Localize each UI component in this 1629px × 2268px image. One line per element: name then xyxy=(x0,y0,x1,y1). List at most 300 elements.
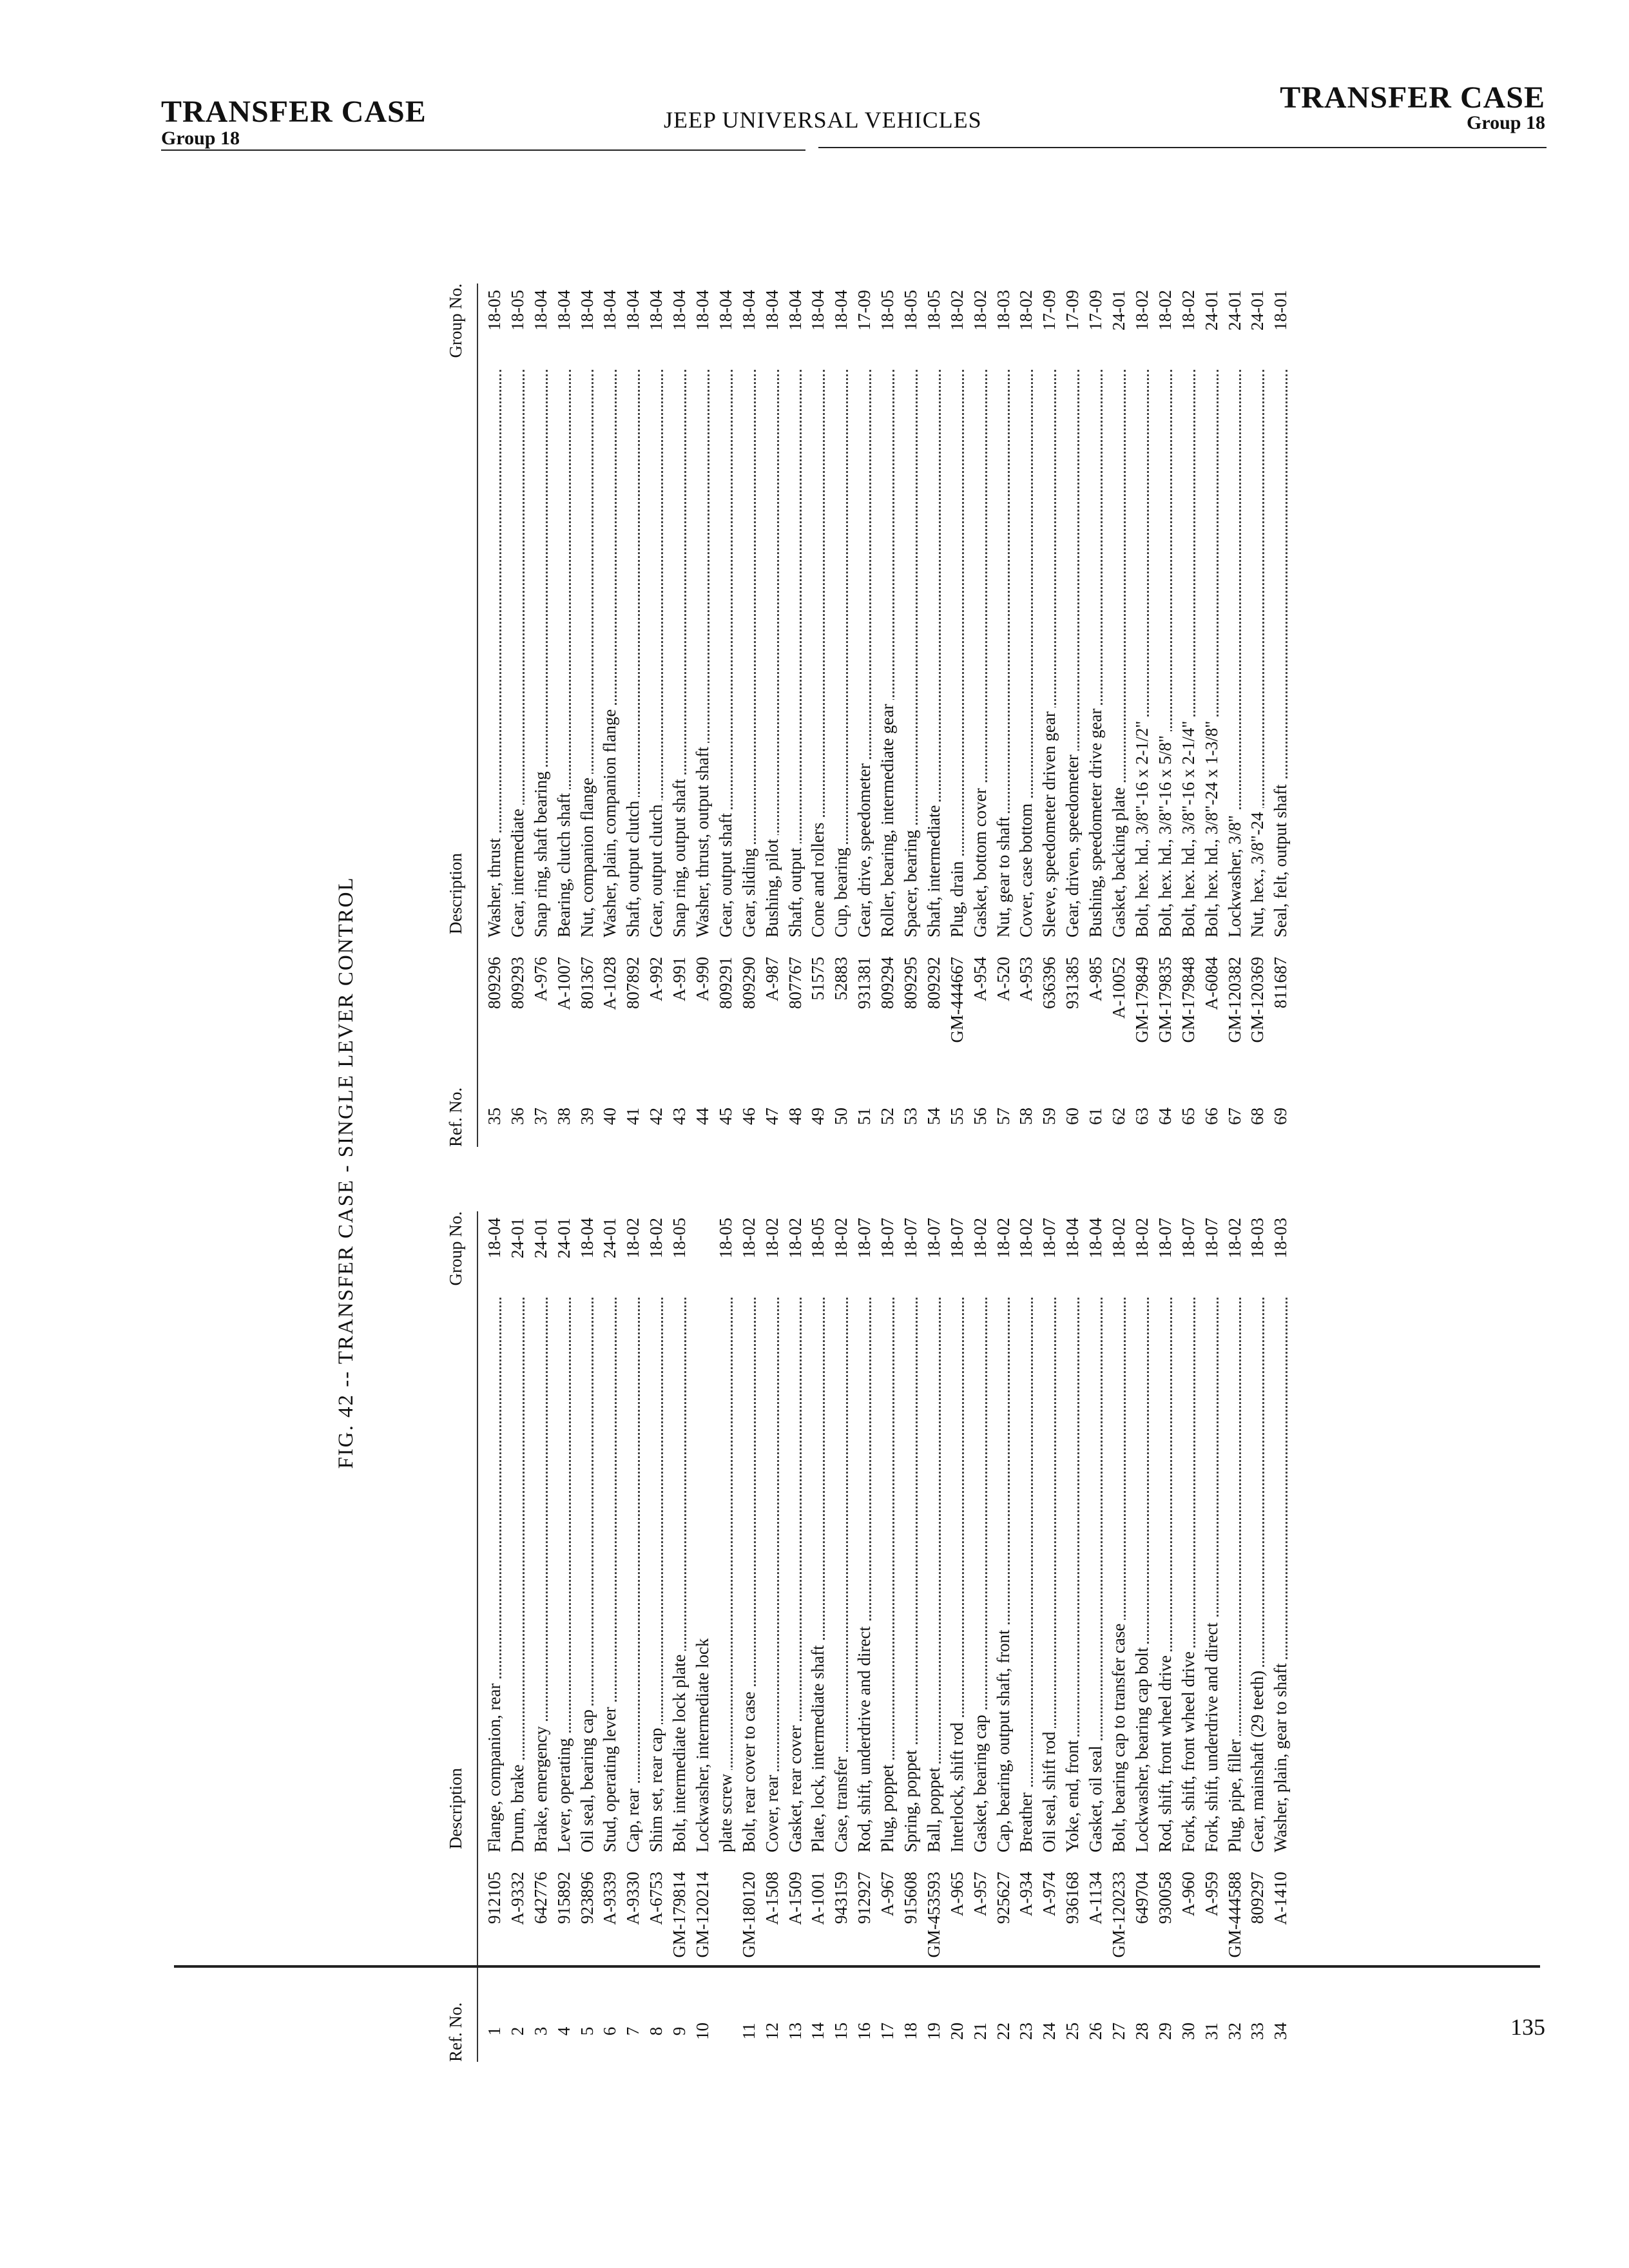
col-description-header: Description xyxy=(446,1768,466,1849)
description-cell xyxy=(668,1295,691,1852)
description-cell xyxy=(691,1295,715,1852)
description-text: Plug, pipe, filler xyxy=(1225,1736,1244,1852)
table-row xyxy=(738,284,761,1147)
group-number: 18-04 xyxy=(762,290,782,331)
table-row xyxy=(853,284,876,1147)
table-row xyxy=(715,284,738,1147)
ref-number: 44 xyxy=(693,1108,713,1125)
group-number: 24-01 xyxy=(1201,290,1221,331)
table-row xyxy=(645,1211,668,2062)
description-cell xyxy=(1177,1295,1200,1852)
ref-number: 63 xyxy=(1132,1108,1152,1125)
ref-number: 42 xyxy=(646,1108,666,1125)
description-cell xyxy=(1061,367,1084,937)
part-number: A-1028 xyxy=(600,957,620,1010)
description-text: Snap ring, shaft bearing xyxy=(531,767,550,937)
description-cell xyxy=(946,1295,969,1852)
group-number: 18-02 xyxy=(1132,1218,1152,1258)
ref-number: 25 xyxy=(1063,2023,1083,2040)
description-text: Snap ring, output shaft xyxy=(670,775,689,937)
ref-number: 8 xyxy=(646,2026,666,2036)
group-number: 18-02 xyxy=(785,1218,805,1258)
table-row xyxy=(1200,284,1224,1147)
description-text: Cover, rear xyxy=(762,1771,782,1852)
table-row xyxy=(1015,284,1038,1147)
group-number: 18-02 xyxy=(947,290,967,331)
description-cell xyxy=(1224,367,1247,937)
ref-number: 12 xyxy=(762,2023,782,2040)
group-number: 18-02 xyxy=(1132,290,1152,331)
ref-number: 48 xyxy=(785,1108,805,1125)
col-group-header: Group No. xyxy=(446,284,466,358)
part-number: A-987 xyxy=(762,957,782,1001)
table-row xyxy=(1038,1211,1061,2062)
part-number: GM-179849 xyxy=(1132,957,1152,1043)
table-row xyxy=(900,1211,923,2062)
col-ref-header: Ref. No. xyxy=(446,2002,466,2062)
description-cell xyxy=(923,367,946,937)
ref-number: 16 xyxy=(854,2023,874,2040)
header-left-title: TRANSFER CASE xyxy=(161,95,427,129)
description-text: Plate, lock, intermediate shaft xyxy=(808,1641,827,1852)
description-text: Case, transfer xyxy=(831,1753,851,1852)
group-number: 18-02 xyxy=(970,1218,990,1258)
ref-number: 55 xyxy=(947,1108,967,1125)
table-row xyxy=(830,284,853,1147)
description-cell xyxy=(992,1295,1016,1852)
ref-number: 36 xyxy=(507,1108,527,1125)
description-text: Gear, output clutch xyxy=(646,800,666,937)
part-number: 809297 xyxy=(1248,1872,1268,1924)
part-number: 912927 xyxy=(854,1872,874,1924)
part-number: A-976 xyxy=(530,957,550,1001)
part-number: 809296 xyxy=(485,957,504,1009)
leader-dots xyxy=(1031,1298,1033,1852)
description-text: Bushing, speedometer drive gear xyxy=(1086,705,1105,937)
table-row xyxy=(599,1211,622,2062)
group-number: 18-04 xyxy=(670,290,689,331)
description-text: Plug, drain xyxy=(947,858,967,938)
description-cell xyxy=(622,367,645,937)
description-text: Ball, poppet xyxy=(924,1763,943,1852)
part-number: A-985 xyxy=(1086,957,1106,1001)
description-cell xyxy=(506,367,530,937)
ref-number: 50 xyxy=(831,1108,851,1125)
table-row xyxy=(506,1211,530,2062)
table-row xyxy=(506,284,530,1147)
ref-number: 64 xyxy=(1155,1108,1175,1125)
ref-number: 45 xyxy=(715,1108,735,1125)
description-text: Shaft, output xyxy=(786,844,805,938)
ref-number: 56 xyxy=(970,1108,990,1125)
ref-number: 34 xyxy=(1271,2023,1291,2040)
ref-number: 24 xyxy=(1039,2023,1059,2040)
parts-column-left xyxy=(438,1211,1293,2062)
table-row xyxy=(1246,1211,1269,2062)
description-text: Bolt, hex. hd., 3/8"-16 x 2-1/4" xyxy=(1179,717,1198,937)
group-number: 18-04 xyxy=(530,290,550,331)
description-cell xyxy=(761,1295,784,1852)
table-row xyxy=(761,284,784,1147)
table-row xyxy=(1108,284,1131,1147)
group-number: 18-02 xyxy=(970,290,990,331)
ref-number: 61 xyxy=(1086,1108,1106,1125)
part-number: A-991 xyxy=(670,957,689,1001)
part-number xyxy=(715,1852,738,2001)
description-cell xyxy=(1154,367,1177,937)
description-text: Cup, bearing xyxy=(831,844,851,937)
table-row xyxy=(1200,1211,1224,2062)
description-text: Gasket, rear cover xyxy=(786,1722,805,1852)
group-number: 18-02 xyxy=(646,1218,666,1258)
part-number: A-953 xyxy=(1016,957,1036,1001)
group-number: 18-02 xyxy=(1016,290,1036,331)
group-number: 18-05 xyxy=(485,290,504,331)
group-number: 18-02 xyxy=(762,1218,782,1258)
ref-number: 11 xyxy=(738,2023,758,2040)
group-number: 24-01 xyxy=(1248,290,1268,331)
ref-number: 43 xyxy=(670,1108,689,1125)
group-number: 18-04 xyxy=(1086,1218,1106,1258)
description-cell xyxy=(969,367,992,937)
table-row xyxy=(1224,284,1247,1147)
part-number: GM-453593 xyxy=(923,1872,943,1958)
description-text: Bolt, hex. hd., 3/8"-16 x 2-1/2" xyxy=(1132,717,1152,937)
group-number: 18-04 xyxy=(785,290,805,331)
table-row xyxy=(1108,1211,1131,2062)
description-text: Washer, plain, companion flange xyxy=(600,706,619,937)
description-text: Bearing, clutch shaft xyxy=(554,789,574,937)
part-number: A-1410 xyxy=(1271,1872,1291,1925)
table-row xyxy=(761,1211,784,2062)
part-number: A-974 xyxy=(1039,1872,1059,1916)
description-text: Yoke, end, front xyxy=(1063,1736,1082,1852)
ref-number: 59 xyxy=(1039,1108,1059,1125)
header-rule-left xyxy=(161,149,805,151)
ref-number: 60 xyxy=(1063,1108,1083,1125)
part-number: A-1508 xyxy=(762,1872,782,1925)
ref-number: 35 xyxy=(485,1108,504,1125)
description-cell xyxy=(715,1295,738,1852)
ref-number: 20 xyxy=(947,2023,967,2040)
group-number: 18-04 xyxy=(554,290,574,331)
description-cell xyxy=(738,367,761,937)
table-row xyxy=(1224,1211,1247,2062)
group-number: 18-05 xyxy=(715,1218,735,1258)
description-text: Oil seal, shift rod xyxy=(1039,1728,1059,1852)
table-row xyxy=(715,1211,738,2062)
part-number: 809295 xyxy=(901,957,921,1009)
description-text: Interlock, shift rod xyxy=(947,1718,967,1852)
description-cell xyxy=(1269,1295,1293,1852)
description-text: Lockwasher, bearing cap bolt xyxy=(1132,1644,1152,1852)
group-number: 18-05 xyxy=(878,290,898,331)
description-text: Gasket, backing plate xyxy=(1109,783,1128,937)
table-row xyxy=(1131,284,1154,1147)
ref-number: 9 xyxy=(670,2026,689,2036)
ref-number: 2 xyxy=(507,2026,527,2036)
description-text: Gear, sliding xyxy=(739,845,758,937)
group-number: 18-07 xyxy=(854,1218,874,1258)
table-row xyxy=(946,284,969,1147)
description-text: Gear, output shaft xyxy=(716,809,735,937)
description-cell xyxy=(715,367,738,937)
part-number: A-954 xyxy=(970,957,990,1001)
group-number: 18-02 xyxy=(1224,1218,1244,1258)
description-text: Lever, operating xyxy=(554,1735,574,1852)
table-row xyxy=(622,284,645,1147)
description-cell xyxy=(1224,1295,1247,1852)
description-cell xyxy=(1200,367,1224,937)
description-cell xyxy=(784,367,807,937)
group-number: 18-03 xyxy=(1248,1218,1268,1258)
table-row xyxy=(530,284,553,1147)
ref-number: 51 xyxy=(854,1108,874,1125)
part-number: GM-180120 xyxy=(738,1872,758,1958)
ref-number: 38 xyxy=(554,1108,574,1125)
part-number: 801367 xyxy=(577,957,597,1009)
description-cell xyxy=(853,1295,876,1852)
description-cell xyxy=(969,1295,992,1852)
description-cell xyxy=(483,367,506,937)
col-ref-header: Ref. No. xyxy=(446,1087,466,1147)
part-number: A-6084 xyxy=(1201,957,1221,1010)
ref-number: 18 xyxy=(901,2023,921,2040)
description-cell xyxy=(784,1295,807,1852)
ref-number: 57 xyxy=(993,1108,1013,1125)
description-text: Bolt, rear cover to case xyxy=(739,1687,758,1852)
part-number: A-990 xyxy=(693,957,713,1001)
ref-number: 31 xyxy=(1201,2023,1221,2040)
part-number: A-1001 xyxy=(808,1872,828,1925)
part-number: 923896 xyxy=(577,1872,597,1924)
footer-rule xyxy=(174,1965,1540,1968)
group-number: 18-02 xyxy=(1178,290,1198,331)
description-text: Nut, companion flange xyxy=(577,774,597,937)
parts-column-right xyxy=(438,284,1293,1147)
group-number: 24-01 xyxy=(1224,290,1244,331)
table-row xyxy=(1084,284,1108,1147)
table-row xyxy=(1154,284,1177,1147)
group-number: 18-02 xyxy=(993,1218,1013,1258)
table-row xyxy=(900,284,923,1147)
description-text: Gear, drive, speedometer xyxy=(854,760,874,937)
description-text: Washer, plain, gear to shaft xyxy=(1271,1659,1290,1852)
ref-number: 26 xyxy=(1086,2023,1106,2040)
ref-number: 5 xyxy=(577,2026,597,2036)
description-text: Rod, shift, front wheel drive xyxy=(1155,1651,1175,1852)
ref-number: 68 xyxy=(1248,1108,1268,1125)
description-text: Stud, operating lever xyxy=(600,1703,619,1852)
table-row xyxy=(807,1211,830,2062)
description-cell xyxy=(622,1295,645,1852)
table-row xyxy=(1154,1211,1177,2062)
table-row xyxy=(969,284,992,1147)
group-number: 18-07 xyxy=(1201,1218,1221,1258)
table-row xyxy=(992,1211,1016,2062)
group-number: 18-05 xyxy=(808,1218,828,1258)
description-text: Cone and rollers xyxy=(808,819,827,937)
header-rule-right xyxy=(818,147,1547,148)
description-text: Brake, emergency xyxy=(531,1722,550,1852)
description-cell xyxy=(992,367,1016,937)
part-number: 809290 xyxy=(738,957,758,1009)
table-row xyxy=(530,1211,553,2062)
ref-number: 13 xyxy=(785,2023,805,2040)
ref-number: 6 xyxy=(600,2026,620,2036)
group-number: 18-03 xyxy=(1271,1218,1291,1258)
group-number: 18-04 xyxy=(600,290,620,331)
part-number: A-992 xyxy=(646,957,666,1001)
part-number: A-9332 xyxy=(507,1872,527,1925)
part-number: 931381 xyxy=(854,957,874,1009)
group-number: 18-02 xyxy=(623,1218,643,1258)
description-cell xyxy=(1015,367,1038,937)
description-text: Washer, thrust, output shaft xyxy=(693,743,712,937)
part-number: GM-444588 xyxy=(1224,1872,1244,1958)
description-text: Spring, poppet xyxy=(901,1746,920,1852)
table-row xyxy=(830,1211,853,2062)
part-number: A-960 xyxy=(1178,1872,1198,1916)
part-number: 649704 xyxy=(1132,1872,1152,1924)
group-number: 18-04 xyxy=(623,290,643,331)
description-cell xyxy=(738,1295,761,1852)
group-number: 18-02 xyxy=(738,1218,758,1258)
description-cell xyxy=(1038,367,1061,937)
group-number: 18-07 xyxy=(901,1218,921,1258)
description-cell xyxy=(1108,367,1131,937)
description-text: Gear, driven, speedometer xyxy=(1063,751,1082,937)
group-number: 24-01 xyxy=(530,1218,550,1258)
description-cell xyxy=(1177,367,1200,937)
ref-number: 47 xyxy=(762,1108,782,1125)
leader-dots xyxy=(777,1298,779,1852)
column-header xyxy=(438,1211,478,2062)
table-row xyxy=(1269,1211,1293,2062)
ref-number: 69 xyxy=(1271,1108,1291,1125)
table-row xyxy=(553,284,576,1147)
description-cell xyxy=(761,367,784,937)
description-cell xyxy=(553,1295,576,1852)
table-row xyxy=(1084,1211,1108,2062)
table-row xyxy=(853,1211,876,2062)
part-number: 943159 xyxy=(831,1872,851,1924)
part-number: 636396 xyxy=(1039,957,1059,1009)
ref-number: 41 xyxy=(623,1108,643,1125)
group-number: 18-05 xyxy=(670,1218,689,1258)
ref-number: 65 xyxy=(1178,1108,1198,1125)
table-row xyxy=(691,284,715,1147)
description-cell xyxy=(645,1295,668,1852)
table-row xyxy=(576,284,599,1147)
ref-number: 23 xyxy=(1016,2023,1036,2040)
table-row xyxy=(668,1211,691,2062)
table-row xyxy=(1061,1211,1084,2062)
part-number: GM-120214 xyxy=(693,1872,713,1958)
ref-number: 7 xyxy=(623,2026,643,2036)
part-number: A-10052 xyxy=(1109,957,1129,1019)
rows-left xyxy=(478,1211,1293,2062)
group-number: 18-04 xyxy=(831,290,851,331)
group-number: 18-02 xyxy=(1016,1218,1036,1258)
column-header xyxy=(438,284,478,1147)
part-number: A-1509 xyxy=(785,1872,805,1925)
table-row xyxy=(784,284,807,1147)
figure-title: FIG. 42 -- TRANSFER CASE - SINGLE LEVER CONTROL xyxy=(334,876,358,1469)
table-row xyxy=(969,1211,992,2062)
description-cell xyxy=(576,1295,599,1852)
part-number: 809293 xyxy=(507,957,527,1009)
table-row xyxy=(599,284,622,1147)
description-text: Cap, bearing, output shaft, front xyxy=(994,1626,1013,1852)
ref-number: 58 xyxy=(1016,1108,1036,1125)
group-number: 18-04 xyxy=(577,290,597,331)
ref-number: 10 xyxy=(693,2023,713,2040)
description-text: Bushing, pilot xyxy=(762,835,782,937)
part-number: 52883 xyxy=(831,957,851,1001)
part-number: GM-120369 xyxy=(1248,957,1268,1043)
table-row xyxy=(668,284,691,1147)
table-row xyxy=(1038,284,1061,1147)
ref-number: 54 xyxy=(923,1108,943,1125)
table-row xyxy=(1061,284,1084,1147)
group-number: 18-07 xyxy=(947,1218,967,1258)
part-number: 811687 xyxy=(1271,957,1291,1008)
header-left-group: Group 18 xyxy=(161,128,240,149)
table-row xyxy=(622,1211,645,2062)
description-text: Shaft, intermediate xyxy=(924,802,943,937)
description-cell xyxy=(645,367,668,937)
description-cell xyxy=(1200,1295,1224,1852)
group-number: 17-09 xyxy=(854,290,874,331)
part-number: 912105 xyxy=(485,1872,504,1924)
description-cell xyxy=(830,367,853,937)
table-row xyxy=(876,1211,900,2062)
description-cell xyxy=(1269,367,1293,937)
table-row xyxy=(483,284,506,1147)
group-number: 18-07 xyxy=(1178,1218,1198,1258)
part-number: 915608 xyxy=(901,1872,921,1924)
description-cell xyxy=(1084,1295,1108,1852)
part-number: GM-179848 xyxy=(1178,957,1198,1043)
description-cell xyxy=(1015,1295,1038,1852)
table-row xyxy=(923,284,946,1147)
table-row xyxy=(1177,1211,1200,2062)
group-number: 18-02 xyxy=(1109,1218,1129,1258)
description-cell xyxy=(1131,1295,1154,1852)
description-text: Roller, bearing, intermediate gear xyxy=(878,700,897,937)
ref-number: 53 xyxy=(901,1108,921,1125)
part-number: A-9339 xyxy=(600,1872,620,1925)
part-number: GM-179814 xyxy=(670,1872,689,1958)
description-text: Cover, case bottom xyxy=(1016,800,1036,937)
description-cell xyxy=(1061,1295,1084,1852)
part-number: A-1134 xyxy=(1086,1872,1106,1925)
description-cell xyxy=(1154,1295,1177,1852)
part-number: A-6753 xyxy=(646,1872,666,1925)
group-number: 17-09 xyxy=(1063,290,1083,331)
description-cell xyxy=(530,1295,553,1852)
description-text: Plug, poppet xyxy=(878,1760,897,1852)
description-cell xyxy=(807,1295,830,1852)
ref-number: 49 xyxy=(808,1108,828,1125)
description-cell xyxy=(668,367,691,937)
ref-number: 3 xyxy=(530,2026,550,2036)
table-row xyxy=(807,284,830,1147)
ref-number: 17 xyxy=(878,2023,898,2040)
ref-number: 52 xyxy=(878,1108,898,1125)
table-row xyxy=(923,1211,946,2062)
